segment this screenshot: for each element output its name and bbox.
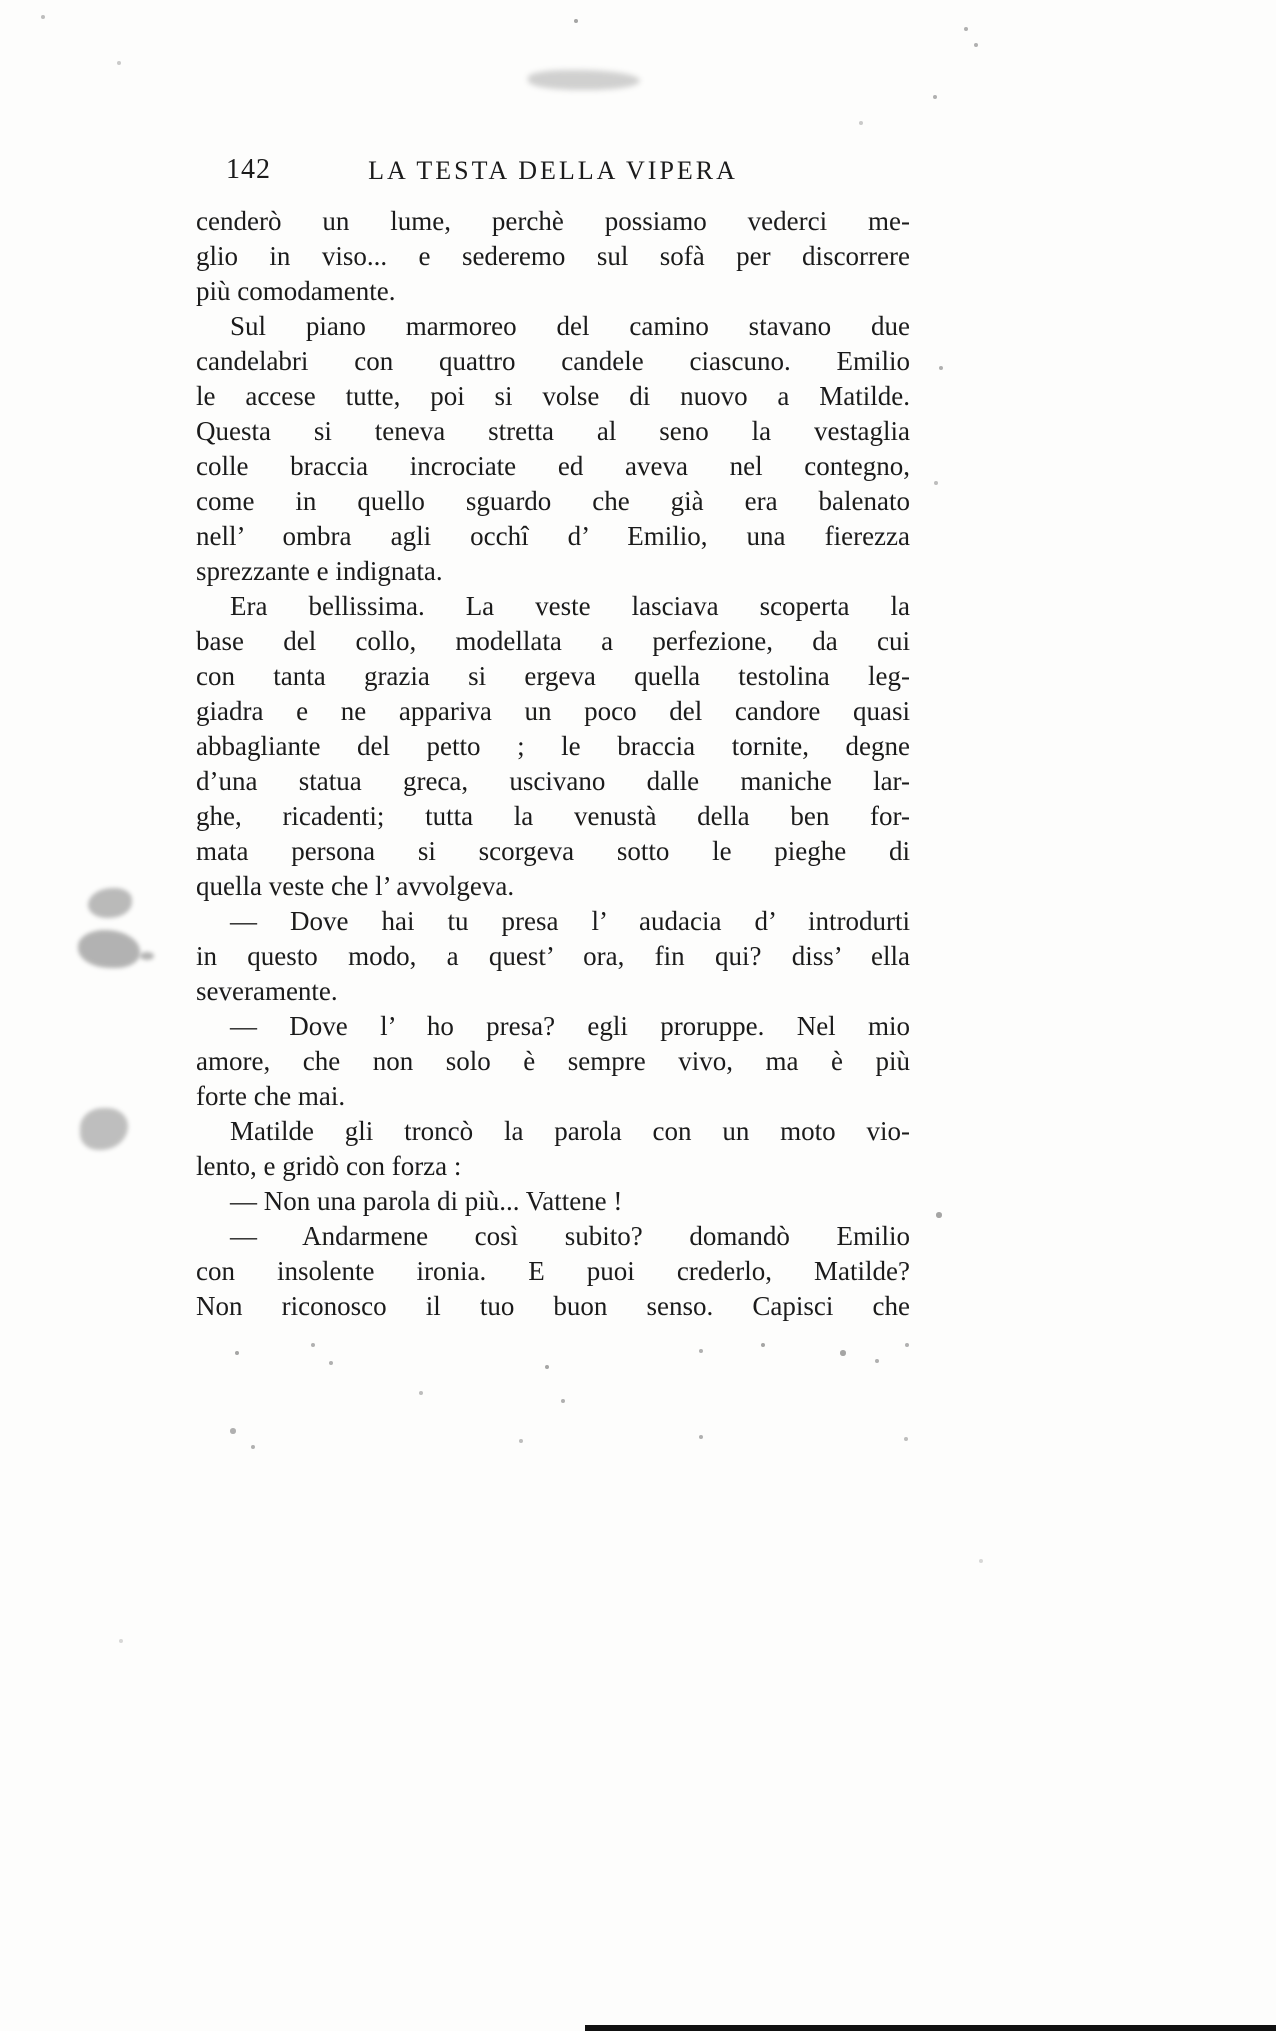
paragraph <box>196 309 910 589</box>
text-line: severamente. <box>196 976 338 1006</box>
text-line: Sul piano marmoreo del camino stavano due <box>230 311 910 341</box>
page-header <box>196 152 910 188</box>
scan-speckles <box>0 0 2 2</box>
text-line: più comodamente. <box>196 276 396 306</box>
text-line: glio in viso... e sederemo sul sofà per discorrere <box>196 241 910 271</box>
text-line: Era bellissima. La veste lasciava scoperta la <box>230 591 910 621</box>
paragraph <box>196 204 910 309</box>
text-line: mata persona si scorgeva sotto le pieghe di <box>196 836 910 866</box>
text-line: abbagliante del petto ; le braccia tornite, degne <box>196 731 910 761</box>
running-title: LA TESTA DELLA VIPERA <box>368 156 738 185</box>
text-block <box>196 204 910 1324</box>
text-line: sprezzante e indignata. <box>196 556 443 586</box>
paragraph <box>196 1184 910 1219</box>
page-number: 142 <box>226 154 271 185</box>
text-line: le accese tutte, poi si volse di nuovo a Matilde. <box>196 381 910 411</box>
text-line: con insolente ironia. E puoi crederlo, Matilde? <box>196 1256 910 1286</box>
text-line: lento, e gridò con forza : <box>196 1151 462 1181</box>
text-line: ghe, ricadenti; tutta la venustà della ben for- <box>196 801 910 831</box>
text-line: — Dove hai tu presa l’ audacia d’ introdurti <box>230 906 910 936</box>
text-line: d’una statua greca, uscivano dalle maniche lar- <box>196 766 910 796</box>
ink-smudge-left-1 <box>88 888 132 918</box>
scan-bottom-edge <box>585 2025 1276 2031</box>
text-line: — Non una parola di più... Vattene ! <box>230 1186 623 1216</box>
paragraph <box>196 1114 910 1184</box>
text-line: candelabri con quattro candele ciascuno. Emilio <box>196 346 910 376</box>
text-line: cenderò un lume, perchè possiamo vederci me- <box>196 206 910 236</box>
text-line: — Dove l’ ho presa? egli proruppe. Nel mio <box>230 1011 910 1041</box>
text-line: nell’ ombra agli occhî d’ Emilio, una fierezza <box>196 521 910 551</box>
paragraph <box>196 589 910 904</box>
text-line: come in quello sguardo che già era balenato <box>196 486 910 516</box>
text-line: amore, che non solo è sempre vivo, ma è più <box>196 1046 910 1076</box>
text-column <box>196 152 910 1324</box>
text-line: forte che mai. <box>196 1081 346 1111</box>
ink-smudge-left-4 <box>140 952 154 960</box>
text-line: quella veste che l’ avvolgeva. <box>196 871 515 901</box>
text-line: Questa si teneva stretta al seno la vestaglia <box>196 416 910 446</box>
paragraph <box>196 1219 910 1324</box>
paragraph <box>196 904 910 1009</box>
text-line: — Andarmene così subito? domandò Emilio <box>230 1221 910 1251</box>
paragraph <box>196 1009 910 1114</box>
text-line: Non riconosco il tuo buon senso. Capisci che <box>196 1291 910 1321</box>
ink-smudge-top <box>528 70 640 90</box>
text-line: giadra e ne appariva un poco del candore quasi <box>196 696 910 726</box>
text-line: Matilde gli troncò la parola con un moto vio- <box>230 1116 910 1146</box>
text-line: colle braccia incrociate ed aveva nel contegno, <box>196 451 910 481</box>
text-line: base del collo, modellata a perfezione, da cui <box>196 626 910 656</box>
ink-smudge-left-2 <box>78 930 140 968</box>
text-line: con tanta grazia si ergeva quella testolina leg- <box>196 661 910 691</box>
ink-smudge-left-3 <box>80 1108 128 1150</box>
text-line: in questo modo, a quest’ ora, fin qui? diss’ ella <box>196 941 910 971</box>
